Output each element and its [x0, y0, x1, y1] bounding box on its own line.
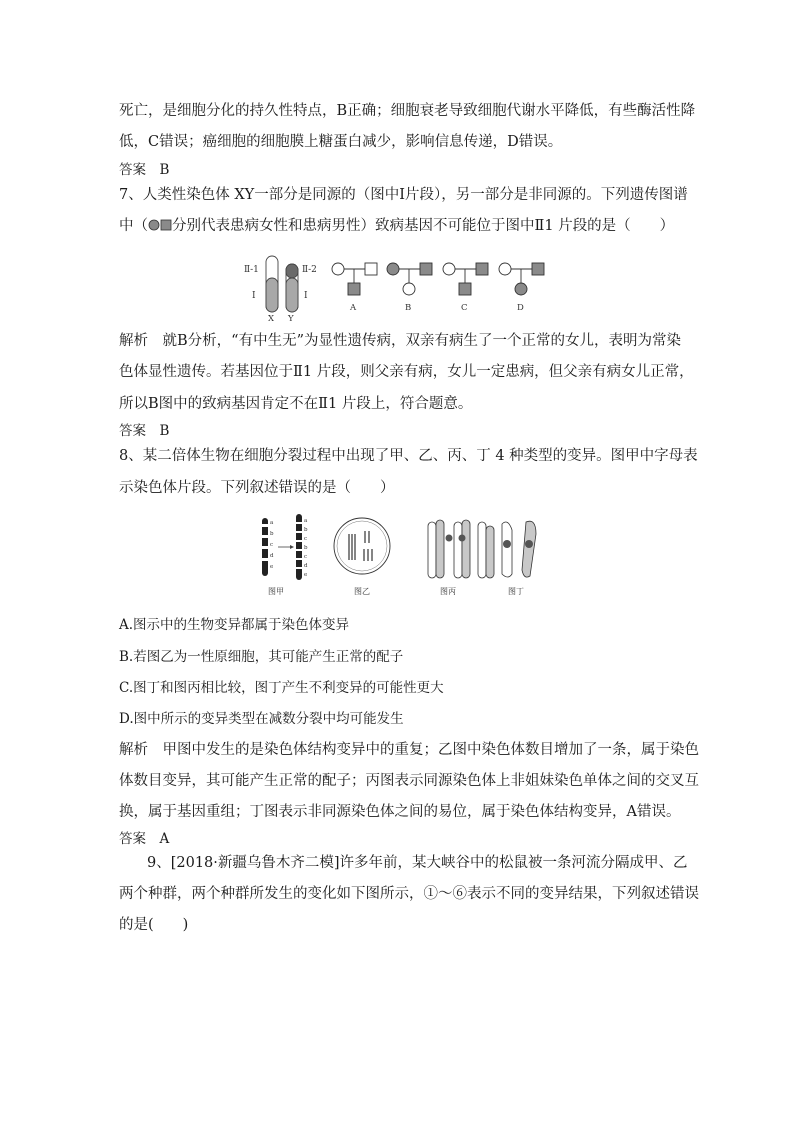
- explanation-8-line3: 换，属于基因重组；丁图表示非同源染色体之间的易位，属于染色体结构变异，A错误。: [119, 804, 681, 820]
- chromosome-variation-figure: [250, 514, 550, 598]
- jia-before-segment-label: c: [270, 542, 274, 548]
- explanation-8-line1: 解析 甲图中发生的是染色体结构变异中的重复；乙图中染色体数目增加了一条，属于染色: [119, 742, 699, 758]
- caption-bing: 图丙: [440, 587, 456, 596]
- question-7-line1: 7、人类性染色体 XY一部分是同源的（图中Ⅰ片段），另一部分是非同源的。下列遗传图谱: [119, 187, 688, 203]
- question-8-line1: 8、某二倍体生物在细胞分裂过程中出现了甲、乙、丙、丁 4 种类型的变异。图甲中字母表: [119, 448, 698, 464]
- label-B: B: [405, 303, 412, 313]
- label-Y: Y: [288, 314, 294, 322]
- y-nonhomologous-segment: [286, 264, 298, 278]
- explanation-8-line2: 体数目变异，其可能产生正常的配子；丙图表示同源染色体上非姐妹染色单体之间的交叉互: [119, 773, 699, 789]
- explanation-7-line3: 所以B图中的致病基因肯定不在Ⅱ1 片段上，符合题意。: [119, 396, 473, 412]
- jia-after-segment-label: e: [304, 572, 308, 578]
- figure-yi: [334, 518, 390, 596]
- jia-after-segment-label: c: [304, 554, 308, 560]
- label-X: X: [268, 314, 275, 322]
- jia-before-segment-label: b: [270, 531, 274, 537]
- jia-before-segment-label: a: [270, 520, 274, 526]
- question-8-line2: 示染色体片段。下列叙述错误的是（ ）: [119, 480, 395, 496]
- y-homologous-segment: [286, 278, 298, 312]
- x-homologous-segment: [266, 278, 278, 312]
- caption-jia: 图甲: [268, 587, 284, 596]
- figure-bing: [428, 520, 494, 596]
- option-C: C.图丁和图丙相比较，图丁产生不利变异的可能性更大: [119, 680, 444, 696]
- figure-jia: [262, 514, 308, 596]
- label-D: D: [517, 303, 524, 313]
- option-B: B.若图乙为一性原细胞，其可能产生正常的配子: [119, 649, 404, 665]
- question-7-text-post: 分别代表患病女性和患病男性）致病基因不可能位于图中Ⅱ1 片段的是（ ）: [172, 218, 675, 234]
- caption-ding: 图丁: [508, 587, 524, 596]
- caption-yi: 图乙: [354, 587, 370, 596]
- jia-after-segment-label: b: [304, 545, 308, 551]
- option-A: A.图示中的生物变异都属于染色体变异: [119, 617, 350, 633]
- label-C: C: [461, 303, 468, 313]
- pedigree-B: [387, 263, 432, 313]
- figure-ding: [502, 521, 536, 596]
- label-II2: Ⅱ-2: [302, 265, 317, 275]
- question-7-line2: [119, 216, 674, 236]
- label-II1: Ⅱ-1: [244, 265, 259, 275]
- pedigree-figure: [240, 250, 560, 322]
- jia-before-segment-label: d: [270, 553, 274, 559]
- question-9-line1: 9、[2018·新疆乌鲁木齐二模]许多年前，某大峡谷中的松鼠被一条河流分隔成甲、乙: [147, 855, 688, 871]
- pedigree-C: [443, 263, 488, 313]
- affected-female-symbol: [148, 219, 160, 231]
- answer-line: 答案 B: [119, 162, 170, 178]
- answer-7: 答案 B: [119, 423, 170, 439]
- jia-before-segment-label: e: [270, 564, 274, 570]
- jia-after-segment-label: d: [304, 563, 308, 569]
- jia-after-segment-label: b: [304, 527, 308, 533]
- jia-after-segment-label: a: [304, 518, 308, 524]
- answer-8: 答案 A: [119, 831, 170, 847]
- explanation-7-line1: 解析 就B分析，“有中生无”为显性遗传病，双亲有病生了一个正常的女儿，表明为常染: [119, 333, 681, 349]
- text-line: 低，C错误；癌细胞的细胞膜上糖蛋白减少，影响信息传递，D错误。: [119, 134, 563, 150]
- affected-male-symbol: [160, 219, 172, 231]
- option-D: D.图中所示的变异类型在减数分裂中均可能发生: [119, 711, 404, 727]
- pedigree-A: [332, 263, 377, 313]
- text-line: 死亡，是细胞分化的持久性特点，B正确；细胞衰老导致细胞代谢水平降低，有些酶活性降: [119, 103, 696, 119]
- jia-after-segment-label: c: [304, 536, 308, 542]
- label-I-right: Ⅰ: [304, 291, 308, 301]
- question-9-line3: 的是( ): [119, 917, 189, 933]
- question-7-text-pre: 中（: [119, 218, 148, 234]
- label-A: A: [350, 303, 357, 313]
- explanation-7-line2: 色体显性遗传。若基因位于Ⅱ1 片段，则父亲有病，女儿一定患病，但父亲有病女儿正常，: [119, 364, 694, 380]
- question-9-line2: 两个种群，两个种群所发生的变化如下图所示，①～⑥表示不同的变异结果，下列叙述错误: [119, 886, 699, 902]
- label-I-left: Ⅰ: [252, 291, 256, 301]
- pedigree-D: [499, 263, 544, 313]
